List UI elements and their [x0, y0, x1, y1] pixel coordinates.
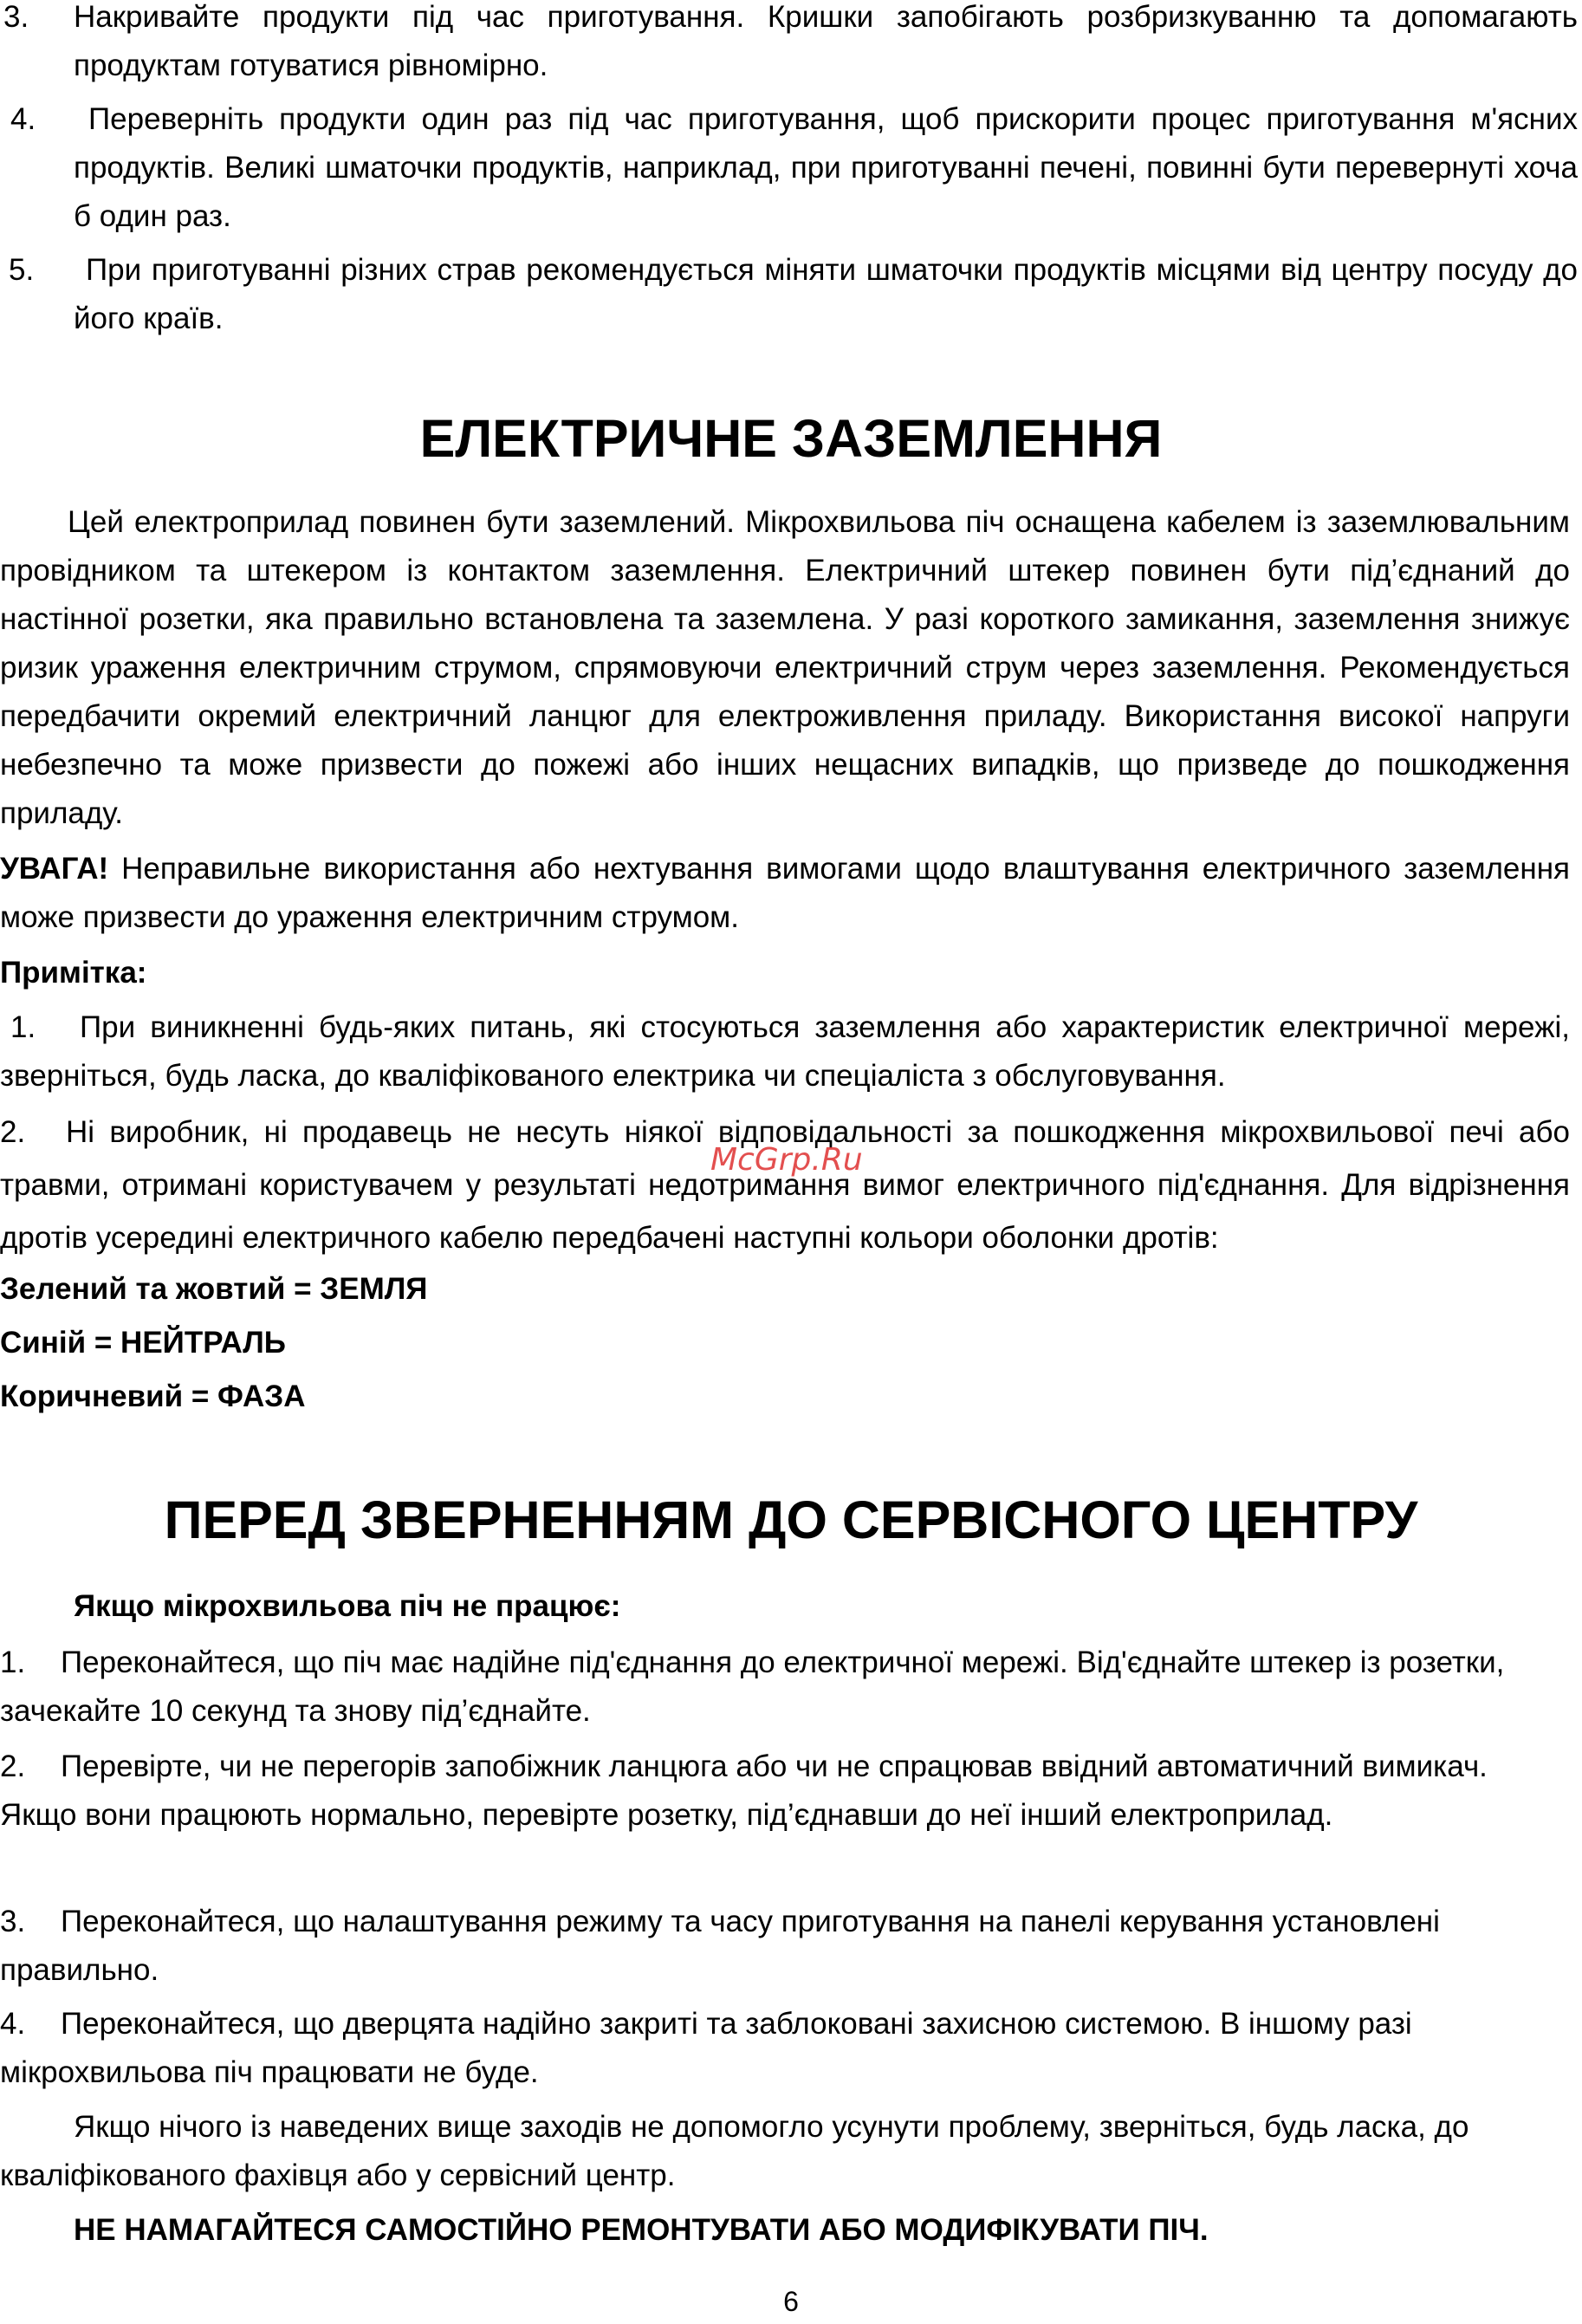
service-step-4	[0, 2000, 1570, 2097]
wire-neutral: Синій = НЕЙТРАЛЬ	[0, 1326, 286, 1360]
service-step-2	[0, 1743, 1525, 1840]
wire-phase: Коричневий = ФАЗА	[0, 1379, 306, 1413]
note-2	[0, 1106, 1570, 1264]
note-2-number: 2.	[0, 1115, 26, 1149]
tip-4-number: 4.	[10, 102, 36, 136]
service-step-1	[0, 1639, 1542, 1736]
step-1-text: Переконайтеся, що піч має надійне під'єднання до електричної мережі. Від'єднайте штекер із розетки, зачекайте 10 секунд та знову під’єднайте.	[0, 1646, 1505, 1728]
service-step-3	[0, 1898, 1570, 1995]
grounding-warning	[0, 845, 1570, 942]
service-subtitle: Якщо мікрохвильова піч не працює:	[74, 1589, 621, 1623]
tip-5-number: 5.	[9, 253, 35, 287]
service-closing: Якщо нічого із наведених вище заходів не допомогло усунути проблему, зверніться, будь ласка, до кваліфікованого фахівця або у сервісний центр.	[0, 2110, 1469, 2192]
step-1-number: 1.	[0, 1646, 26, 1679]
page-number: 6	[783, 2286, 799, 2317]
step-3-text: Переконайтеся, що налаштування режиму та часу приготування на панелі керування установлені правильно.	[0, 1905, 1440, 1987]
note-1-number: 1.	[10, 1010, 36, 1044]
final-warning: НЕ НАМАГАЙТЕСЯ САМОСТІЙНО РЕМОНТУВАТИ АБО МОДИФІКУВАТИ ПІЧ.	[74, 2213, 1209, 2247]
note-label: Примітка:	[0, 956, 147, 990]
tip-3-number: 3.	[3, 0, 29, 34]
step-3-number: 3.	[0, 1905, 26, 1938]
watermark: McGrp.Ru	[710, 1142, 863, 1178]
note-1	[0, 1003, 1570, 1100]
step-4-text: Переконайтеся, що дверцята надійно закриті та заблоковані захисною системою. В іншому разі мікрохвильова піч працювати не буде.	[0, 2007, 1412, 2089]
warning-text: Неправильне використання або нехтування вимогами щодо влаштування електричного заземлення може призвести до ураження електричним струмом.	[0, 852, 1570, 934]
grounding-heading: ЕЛЕКТРИЧНЕ ЗАЗЕМЛЕННЯ	[419, 409, 1163, 468]
warning-label: УВАГА!	[0, 852, 109, 886]
grounding-intro: Цей електроприлад повинен бути заземлений. Мікрохвильова піч оснащена кабелем із заземлювальним провідником та штекером із контактом заземлення. Електричний штекер повинен бути під’єднаний до настінної розетки, яка правильно встановлена та заземлена. У разі короткого замикання, заземлення знижує ризик ураження електричним струмом, спрямовуючи електричний струм через заземлення. Рекомендується передбачити окремий електричний ланцюг для електроживлення приладу. Використання високої напруги небезпечно та може призвести до пожежі або інших нещасних випадків, що призведе до пошкодження приладу.	[0, 505, 1570, 830]
step-4-number: 4.	[0, 2007, 26, 2041]
tip-4-text: Переверніть продукти один раз під час приготування, щоб прискорити процес приготування м'ясних продуктів. Великі шматочки продуктів, наприклад, при приготуванні печені, повинні бути перевернуті хоча б один раз.	[74, 102, 1578, 233]
tip-5-text: При приготуванні різних страв рекомендується міняти шматочки продуктів місцями від центру посуду до його країв.	[74, 253, 1578, 335]
note-2-text: Ні виробник, ні продавець не несуть ніякої відповідальності за пошкодження мікрохвильової печі або травми, отримані користувачем у результаті недотримання вимог електричного під'єднання. Для відрізнення дротів усередині електричного кабелю передбачені наступні кольори оболонки дротів:	[0, 1115, 1570, 1255]
step-2-number: 2.	[0, 1749, 26, 1783]
tip-3-text: Накривайте продукти під час приготування. Кришки запобігають розбризкуванню та допомагають продуктам готуватися рівномірно.	[74, 0, 1578, 82]
wire-ground: Зелений та жовтий = ЗЕМЛЯ	[0, 1272, 428, 1306]
step-2-text: Перевірте, чи не перегорів запобіжник ланцюга або чи не спрацював ввідний автоматичний вимикач. Якщо вони працюють нормально, перевірте розетку, під’єднавши до неї інший електроприлад.	[0, 1749, 1488, 1832]
note-1-text: При виникненні будь-яких питань, які стосуються заземлення або характеристик електричної мережі, зверніться, будь ласка, до кваліфікованого електрика чи спеціаліста з обслуговування.	[0, 1010, 1570, 1093]
service-heading: ПЕРЕД ЗВЕРНЕННЯМ ДО СЕРВІСНОГО ЦЕНТРУ	[164, 1490, 1418, 1549]
